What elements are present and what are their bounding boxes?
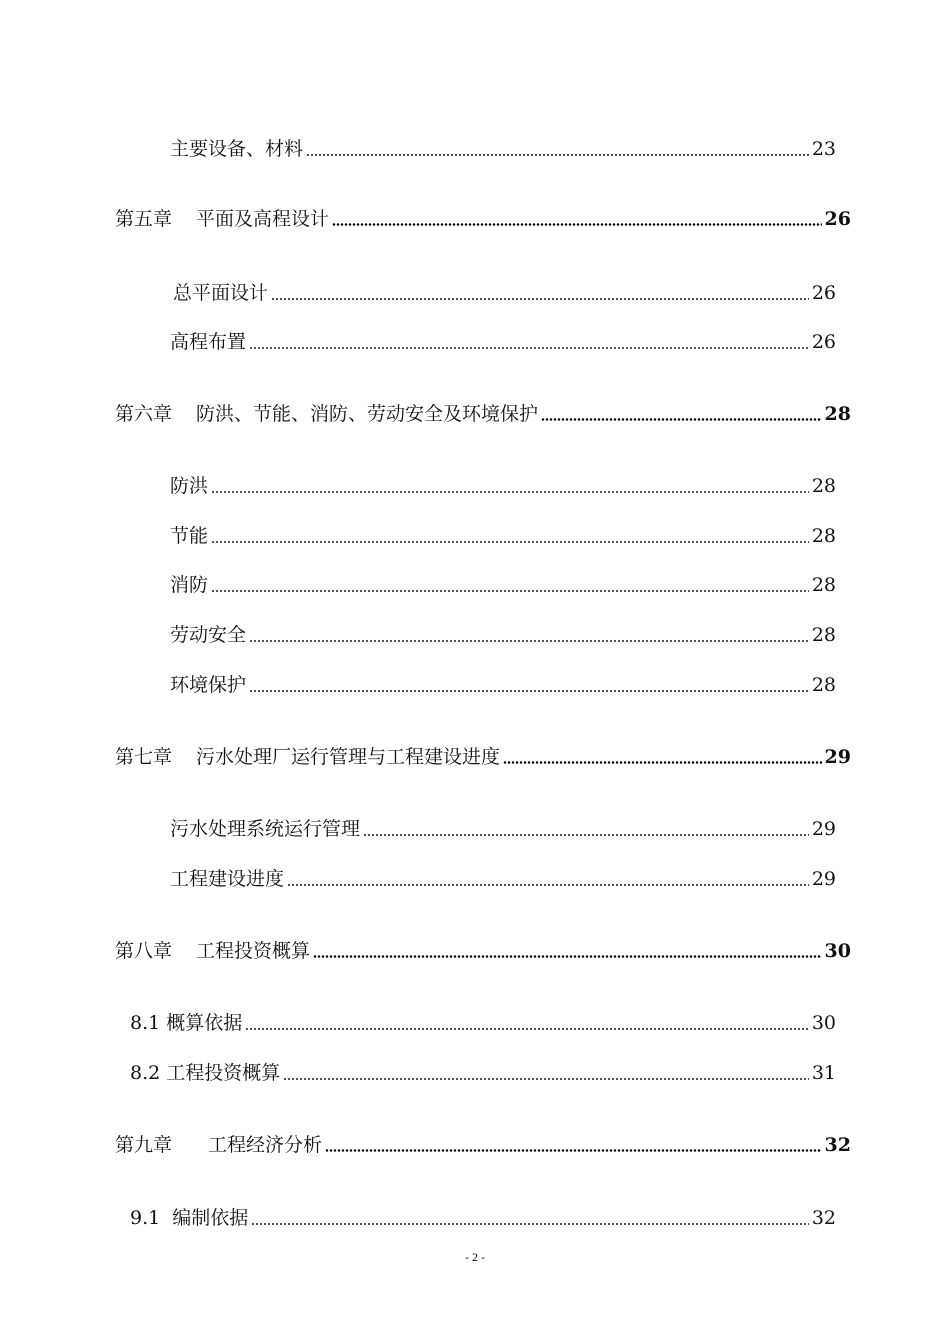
- toc-entry-environment[interactable]: [170, 673, 836, 697]
- dot-leader: [251, 1223, 809, 1225]
- dot-leader: [249, 347, 809, 349]
- dot-leader: [541, 418, 822, 421]
- dot-leader: [503, 761, 822, 764]
- toc-page-number: 23: [811, 138, 836, 160]
- toc-label: 节能: [170, 525, 209, 547]
- toc-page-number: 26: [824, 208, 851, 230]
- toc-page-number: 28: [824, 403, 851, 425]
- toc-entry-elevation[interactable]: [170, 330, 836, 354]
- dot-leader: [211, 541, 809, 543]
- dot-leader: [313, 955, 822, 958]
- chapter-number: 第八章: [115, 940, 173, 962]
- toc-entry-fire[interactable]: [170, 573, 836, 597]
- dot-leader: [363, 834, 809, 836]
- dot-leader: [245, 1028, 809, 1030]
- toc-page-number: 29: [811, 818, 836, 840]
- toc-entry-flood[interactable]: [170, 474, 836, 498]
- chapter-number: 第七章: [115, 746, 173, 768]
- toc-page-number: 32: [811, 1207, 836, 1229]
- chapter-title: 污水处理厂运行管理与工程建设进度: [196, 746, 501, 768]
- toc-page-number: 28: [811, 525, 836, 547]
- toc-label: 环境保护: [170, 674, 247, 696]
- dot-leader: [249, 640, 809, 642]
- toc-page-number: 26: [811, 331, 836, 353]
- page-number-footer: - 2 -: [465, 1250, 485, 1264]
- toc-page-number: 29: [811, 868, 836, 890]
- chapter-title: 防洪、节能、消防、劳动安全及环境保护: [196, 403, 539, 425]
- toc-chapter-8[interactable]: [115, 939, 851, 963]
- toc-entry-8-1[interactable]: [130, 1011, 836, 1035]
- toc-page-number: 30: [824, 940, 851, 962]
- toc-entry-site-plan[interactable]: [173, 281, 836, 305]
- toc-page-number: 28: [811, 475, 836, 497]
- toc-label: 9.1 编制依据: [130, 1207, 249, 1229]
- toc-chapter-9[interactable]: [115, 1133, 851, 1157]
- toc-label: 主要设备、材料: [170, 138, 304, 160]
- toc-label: 污水处理系统运行管理: [170, 818, 361, 840]
- toc-entry-operation[interactable]: [170, 817, 836, 841]
- toc-entry-8-2[interactable]: [130, 1061, 836, 1085]
- toc-label: 工程建设进度: [170, 868, 285, 890]
- dot-leader: [211, 590, 809, 592]
- toc-chapter-7[interactable]: [115, 745, 851, 769]
- toc-page-number: 32: [824, 1134, 851, 1156]
- toc-label: 8.2 工程投资概算: [130, 1062, 281, 1084]
- chapter-title: 平面及高程设计: [196, 208, 330, 230]
- dot-leader: [287, 884, 809, 886]
- toc-entry-energy[interactable]: [170, 524, 836, 548]
- toc-label: 劳动安全: [170, 624, 247, 646]
- toc-page-number: 29: [824, 746, 851, 768]
- toc-entry-schedule[interactable]: [170, 867, 836, 891]
- dot-leader: [283, 1078, 809, 1080]
- toc-entry-9-1[interactable]: [130, 1206, 836, 1230]
- toc-label: 总平面设计: [173, 282, 269, 304]
- chapter-title: 工程投资概算: [196, 940, 311, 962]
- dot-leader: [271, 298, 809, 300]
- toc-page-number: 31: [811, 1062, 836, 1084]
- dot-leader: [249, 690, 809, 692]
- toc-page-number: 28: [811, 624, 836, 646]
- toc-label: 防洪: [170, 475, 209, 497]
- dot-leader: [306, 154, 809, 156]
- chapter-title: 工程经济分析: [208, 1134, 323, 1156]
- toc-label: 高程布置: [170, 331, 247, 353]
- dot-leader: [211, 491, 809, 493]
- chapter-number: 第六章: [115, 403, 173, 425]
- toc-label: 消防: [170, 574, 209, 596]
- dot-leader: [332, 223, 822, 226]
- toc-page-number: 28: [811, 574, 836, 596]
- toc-label: 8.1 概算依据: [130, 1012, 243, 1034]
- toc-entry-safety[interactable]: [170, 623, 836, 647]
- toc-chapter-6[interactable]: [115, 402, 851, 426]
- toc-page-number: 30: [811, 1012, 836, 1034]
- dot-leader: [325, 1149, 822, 1152]
- toc-page-number: 28: [811, 674, 836, 696]
- chapter-number: 第九章: [115, 1134, 173, 1156]
- toc-entry-main-equipment[interactable]: [170, 137, 836, 161]
- toc-page-number: 26: [811, 282, 836, 304]
- toc-chapter-5[interactable]: [115, 207, 851, 231]
- chapter-number: 第五章: [115, 208, 173, 230]
